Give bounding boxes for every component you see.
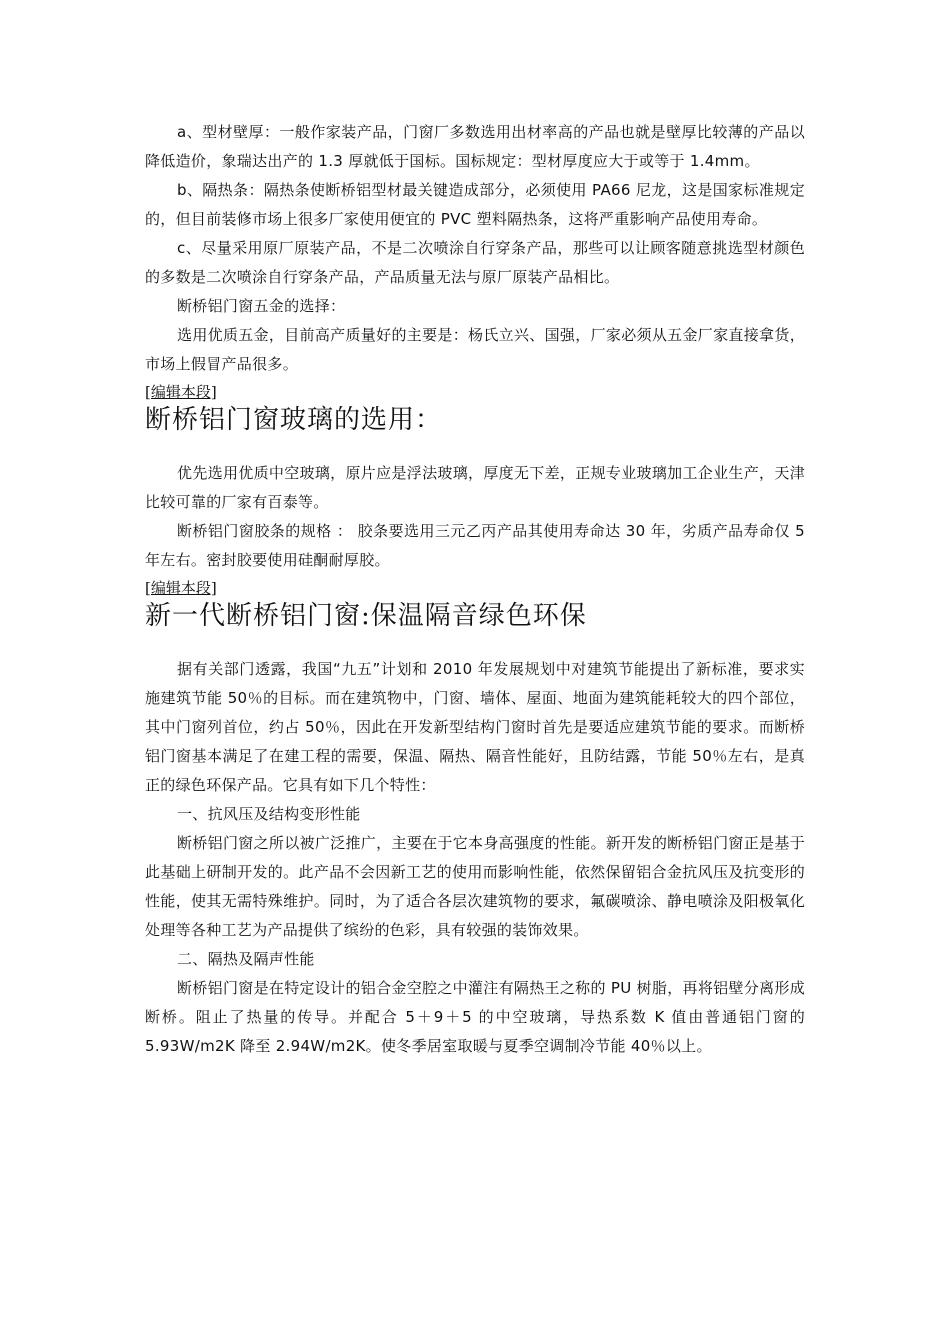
paragraph-hardware-heading: 断桥铝门窗五金的选择： [177, 297, 346, 315]
edit-section-link[interactable]: [编辑本段] [145, 579, 217, 597]
section-glass [145, 379, 805, 575]
paragraph-insulation-strip: b、隔热条：隔热条使断桥铝型材最关键造成部分，必须使用 PA66 尼龙，这是国家标准规定的，但目前装修市场上很多厂家使用便宜的 PVC 塑料隔热条，这将严重影响产品使用寿命。 [145, 181, 805, 228]
paragraph-wind-pressure: 断桥铝门窗之所以被广泛推广，主要在于它本身高强度的性能。新开发的断桥铝门窗正是基于此基础上研制开发的。此产品不会因新工艺的使用而影响性能，依然保留铝合金抗风压及抗变形的性能，使其无需特殊维护。同时，为了适合各层次建筑物的要求，氟碳喷涂、静电喷涂及阳极氧化处理等各种工艺为产品提供了缤纷的色彩，具有较强的装饰效果。 [145, 834, 805, 939]
subheading-wind-pressure: 一、抗风压及结构变形性能 [177, 805, 361, 823]
paragraph-heat-sound: 断桥铝门窗是在特定设计的铝合金空腔之中灌注有隔热王之称的 PU 树脂，再将铝壁分离形成断桥。阻止了热量的传导。并配合 5＋9＋5 的中空玻璃，导热系数 K 值由普通铝门窗的 5.93W/m2K 降至 2.94W/m2K。使冬季居室取暖与夏季空调制冷节能 40％以上。 [145, 979, 805, 1055]
paragraph-energy-saving: 据有关部门透露，我国“九五”计划和 2010 年发展规划中对建筑节能提出了新标准，要求实施建筑节能 50％的目标。而在建筑物中，门窗、墙体、屋面、地面为建筑能耗较大的四个部位，其中门窗列首位，约占 50％，因此在开发新型结构门窗时首先是要适应建筑节能的要求。而断桥铝门窗基本满足了在建工程的需要，保温、隔热、隔音性能好，且防结露，节能 50％左右，是真正的绿色环保产品。它具有如下几个特性： [145, 660, 805, 794]
document-page [145, 118, 805, 1061]
paragraph-profile-thickness: a、型材壁厚：一般作家装产品，门窗厂多数选用出材率高的产品也就是壁厚比较薄的产品以降低造价，象瑞达出产的 1.3 厚就低于国标。国标规定：型材厚度应大于或等于 1.4mm。 [145, 123, 805, 170]
section-title: 断桥铝门窗玻璃的选用： [145, 405, 443, 435]
paragraph-seal-strip: 断桥铝门窗胶条的规格 ： 胶条要选用三元乙丙产品其使用寿命达 30 年，劣质产品寿命仅 5 年左右。密封胶要使用硅酮耐厚胶。 [145, 522, 805, 569]
section-title: 新一代断桥铝门窗:保温隔音绿色环保 [145, 601, 587, 631]
paragraph-glass: 优先选用优质中空玻璃，原片应是浮法玻璃，厚度无下差，正规专业玻璃加工企业生产，天津比较可靠的厂家有百泰等。 [145, 464, 805, 511]
edit-section-link[interactable]: [编辑本段] [145, 383, 217, 401]
paragraph-hardware-choice: 选用优质五金，目前高产质量好的主要是：杨氏立兴、国强，厂家必须从五金厂家直接拿货，市场上假冒产品很多。 [145, 326, 805, 373]
section-new-generation [145, 575, 805, 1061]
subheading-heat-sound: 二、隔热及隔声性能 [177, 950, 315, 968]
paragraph-original-products: c、尽量采用原厂原装产品，不是二次喷涂自行穿条产品，那些可以让顾客随意挑选型材颜色的多数是二次喷涂自行穿条产品，产品质量无法与原厂原装产品相比。 [145, 239, 805, 286]
